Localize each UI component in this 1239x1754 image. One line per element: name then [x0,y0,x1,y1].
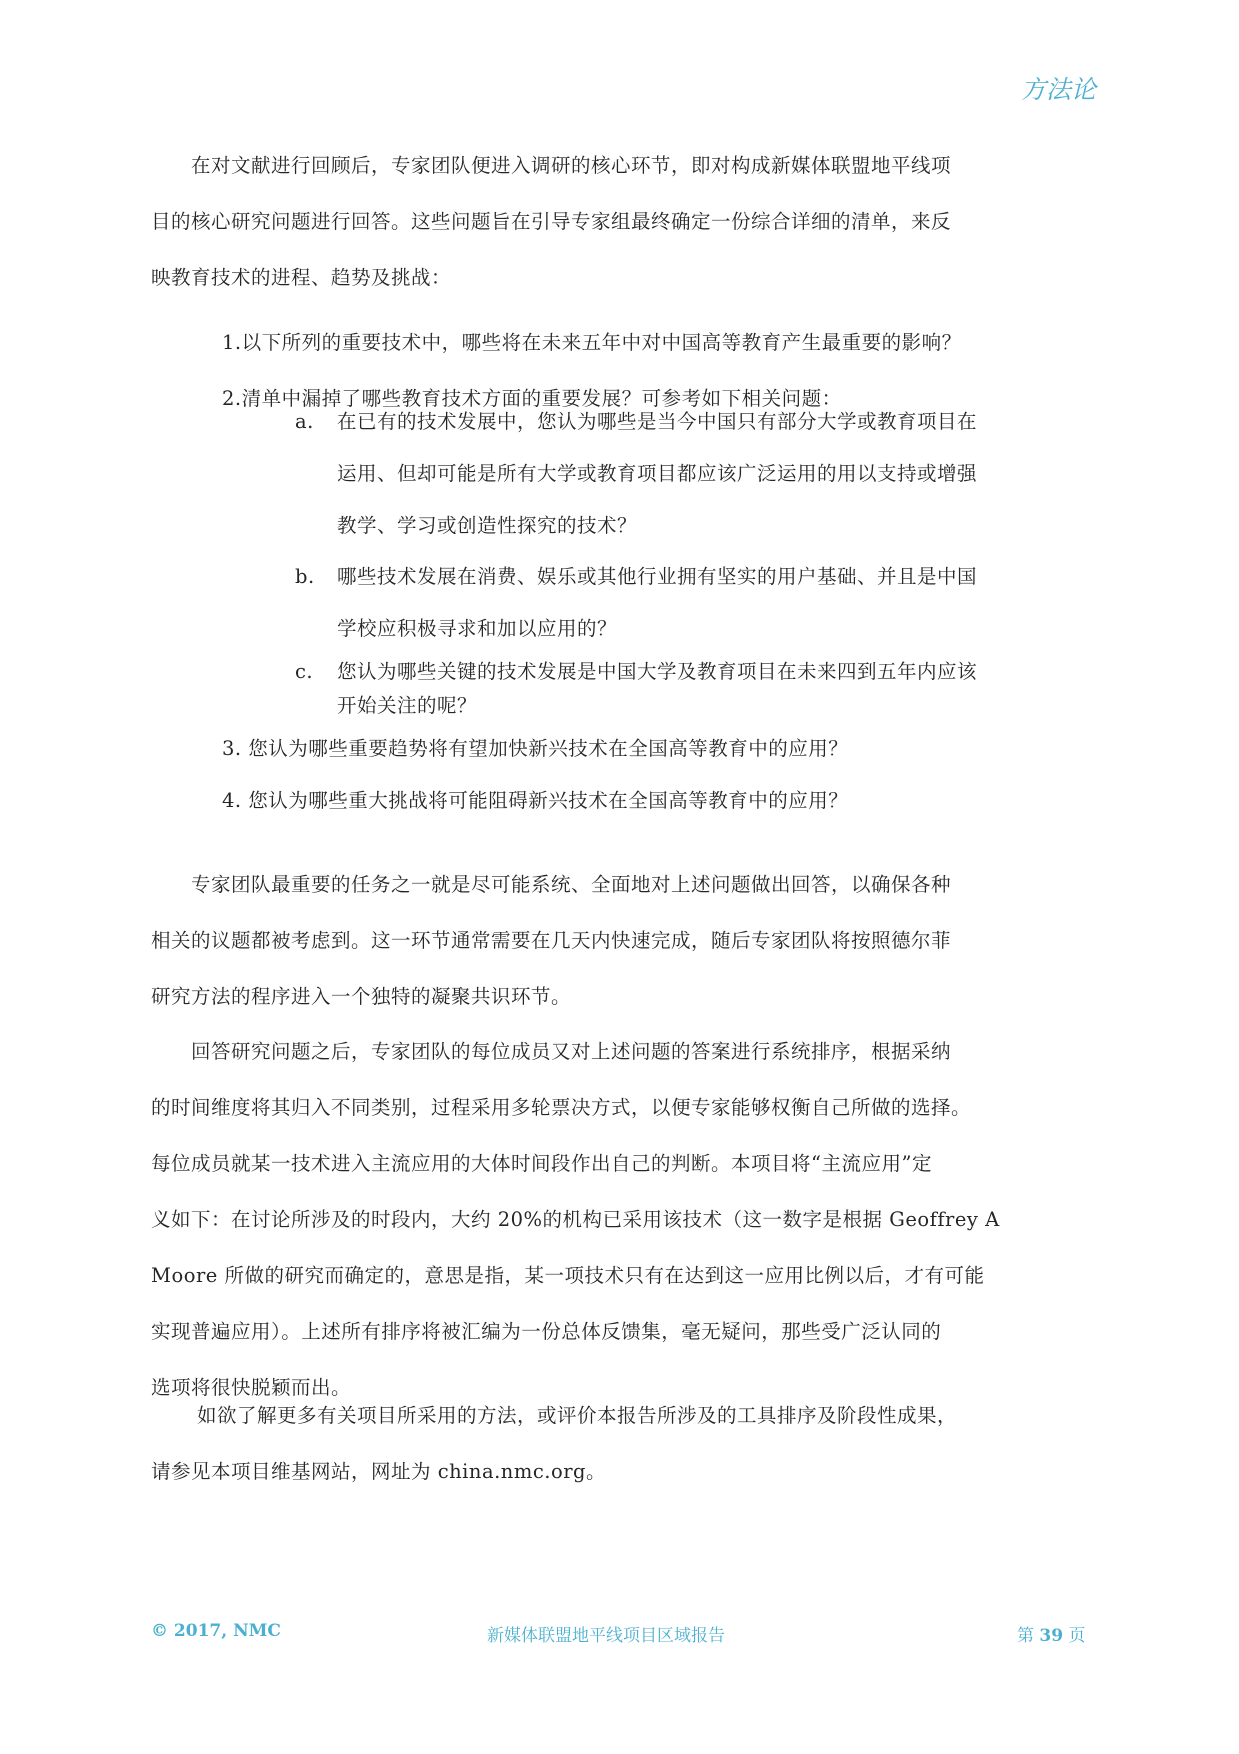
question-2: 2.清单中漏掉了哪些教育技术方面的重要发展？可参考如下相关问题： [222,387,842,410]
text-line: 目的核心研究问题进行回答。这些问题旨在引导专家组最终确定一份综合详细的清单，来反 [151,210,952,233]
footer-page-number [1017,1621,1085,1646]
list-item-text [337,565,1037,641]
text-line: 的时间维度将其归入不同类别，过程采用多轮票决方式，以便专家能够权衡自己所做的选择。 [151,1096,972,1119]
body-paragraph [151,1024,1091,1416]
text-line: 在对文献进行回顾后，专家团队便进入调研的核心环节，即对构成新媒体联盟地平线项 [191,154,952,177]
list-label: c. [295,660,314,683]
question-4: 4. 您认为哪些重大挑战将可能阻碍新兴技术在全国高等教育中的应用？ [222,789,849,812]
text-line: 在已有的技术发展中，您认为哪些是当今中国只有部分大学或教育项目在 [337,410,978,433]
text-line: 选项将很快脱颖而出。 [151,1376,352,1399]
page-number: 39 [1039,1626,1064,1646]
footer-report-title: 新媒体联盟地平线项目区域报告 [487,1626,725,1646]
question-3: 3. 您认为哪些重要趋势将有望加快新兴技术在全国高等教育中的应用？ [222,737,849,760]
list-item-text [337,660,1037,718]
text-line: 每位成员就某一技术进入主流应用的大体时间段作出自己的判断。本项目将“主流应用”定 [151,1152,932,1175]
text-line: Moore 所做的研究而确定的，意思是指，某一项技术只有在达到这一应用比例以后，才有可能 [151,1264,985,1287]
list-item-text [337,410,1037,538]
text-line: 实现普遍应用）。上述所有排序将被汇编为一份总体反馈集，毫无疑问，那些受广泛认同的 [151,1320,942,1343]
question-1: 1.以下所列的重要技术中，哪些将在未来五年中对中国高等教育产生最重要的影响？ [222,331,962,354]
page-prefix: 第 [1017,1626,1040,1646]
text-line: 开始关注的呢？ [337,694,478,717]
text-line: 请参见本项目维基网站，网址为 china.nmc.org。 [151,1460,607,1483]
list-label: a. [295,410,314,433]
body-paragraph [151,1388,1091,1500]
text-line: 教学、学习或创造性探究的技术？ [337,514,638,537]
text-line: 您认为哪些关键的技术发展是中国大学及教育项目在未来四到五年内应该 [337,660,978,683]
text-line: 专家团队最重要的任务之一就是尽可能系统、全面地对上述问题做出回答，以确保各种 [191,873,952,896]
copyright-text: © 2017, NMC [151,1621,281,1641]
text-line: 如欲了解更多有关项目所采用的方法，或评价本报告所涉及的工具排序及阶段性成果， [197,1404,958,1427]
text-line: 研究方法的程序进入一个独特的凝聚共识环节。 [151,985,572,1008]
section-title: 方法论 [1020,75,1096,104]
text-line: 映教育技术的进程、趋势及挑战： [151,266,452,289]
footer-copyright [151,1621,281,1641]
intro-paragraph [151,138,1091,306]
body-paragraph [151,857,1091,1025]
text-line: 回答研究问题之后，专家团队的每位成员又对上述问题的答案进行系统排序，根据采纳 [191,1040,952,1063]
text-line: 哪些技术发展在消费、娱乐或其他行业拥有坚实的用户基础、并且是中国 [337,565,978,588]
text-line: 相关的议题都被考虑到。这一环节通常需要在几天内快速完成，随后专家团队将按照德尔菲 [151,929,952,952]
page-suffix: 页 [1063,1626,1086,1646]
list-label: b. [295,565,315,588]
text-line: 义如下：在讨论所涉及的时段内，大约 20%的机构已采用该技术（这一数字是根据 Geoffrey A [151,1208,1000,1231]
text-line: 运用、但却可能是所有大学或教育项目都应该广泛运用的用以支持或增强 [337,462,978,485]
text-line: 学校应积极寻求和加以应用的？ [337,617,618,640]
